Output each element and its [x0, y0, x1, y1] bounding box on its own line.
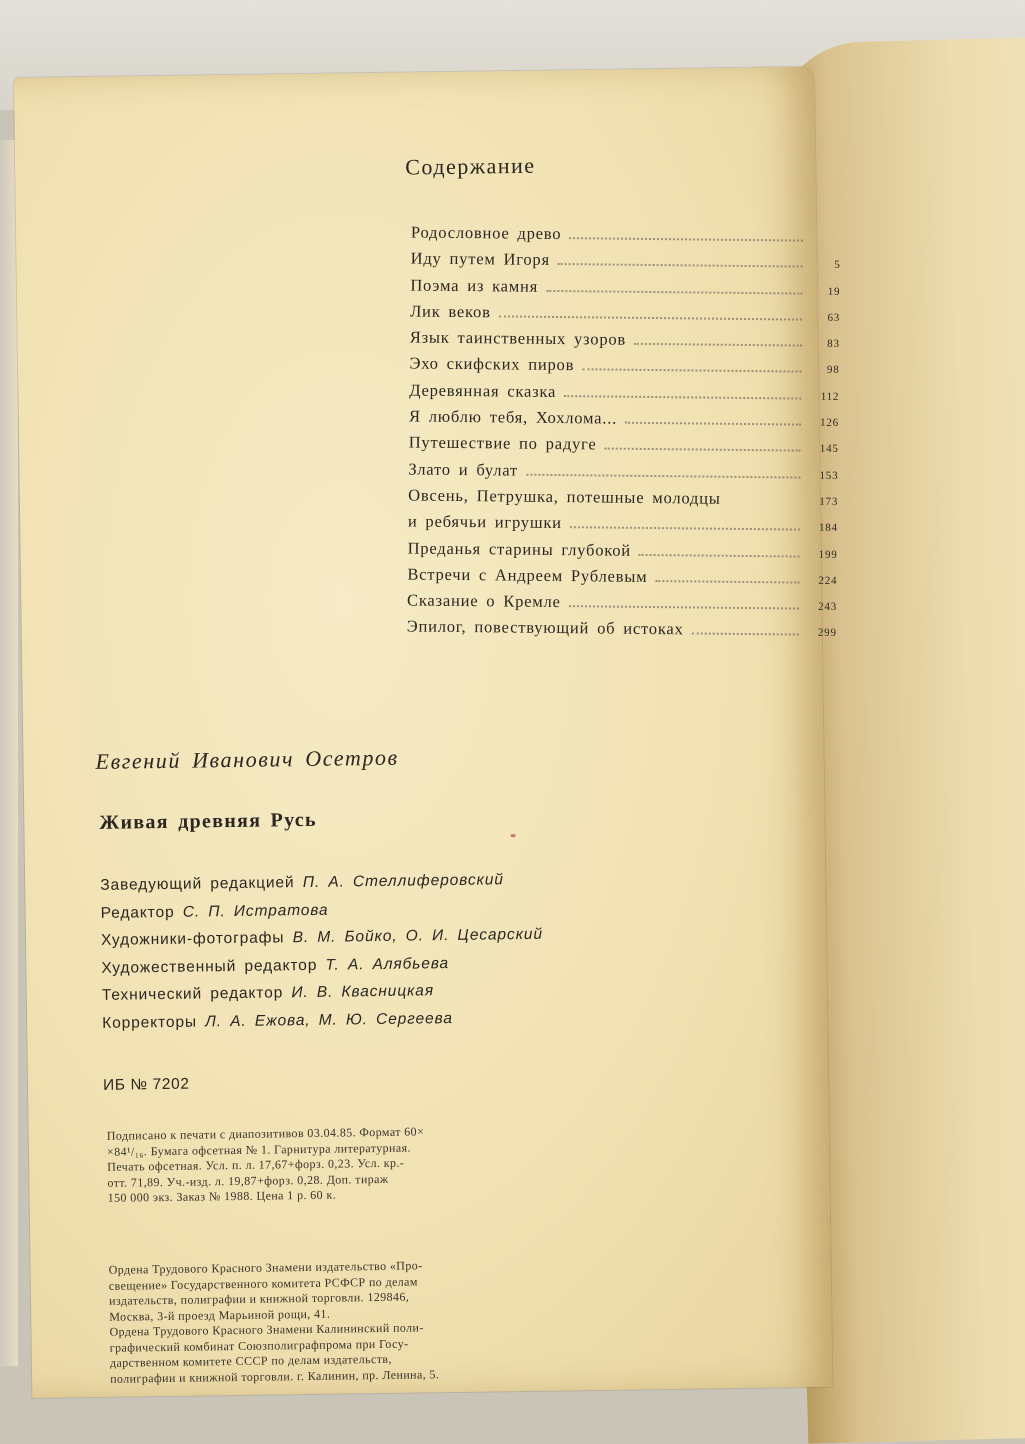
print-info-line: Печать офсетная. Усл. п. л. 17,67+форз. 0,23. Усл. кр.- [107, 1154, 552, 1176]
leader-dots [582, 369, 801, 373]
toc-entry-title: Лик веков [410, 301, 495, 322]
toc-entry-title: Иду путем Игоря [411, 249, 554, 270]
toc-entry-page: 173 [804, 496, 838, 508]
leader-dots [526, 473, 800, 478]
toc-entry-title: Встречи с Андреем Рублевым [407, 564, 651, 587]
print-info-line: ×84¹/₁₆. Бумага офсетная № 1. Гарнитура литературная. [107, 1138, 552, 1160]
toc-entry-page: 63 [806, 312, 840, 324]
credit-role: Заведующий редакцией [100, 874, 294, 894]
toc-entry-page: 126 [805, 417, 839, 429]
ink-speck [511, 834, 516, 837]
publisher-info-line: Ордена Трудового Красного Знамени Калининский поли- [109, 1319, 554, 1341]
credit-name: С. П. Истратова [183, 901, 329, 920]
publisher-info-line: свещение» Государственного комитета РСФСР по делам [109, 1272, 554, 1294]
credit-name: И. В. Квасницкая [291, 982, 434, 1001]
publisher-info-line: издательств, полиграфии и книжной торговли. 129846, [109, 1288, 554, 1310]
leader-dots [564, 395, 801, 399]
leader-dots [605, 448, 801, 452]
toc-entry[interactable] [407, 617, 837, 648]
toc-entry-page: 83 [806, 338, 840, 350]
credit-role: Художественный редактор [101, 956, 317, 976]
credit-name: Т. А. Алябьева [325, 955, 449, 974]
leader-dots [625, 422, 801, 426]
leader-dots [692, 633, 799, 636]
toc-entry-title: и ребячьи игрушки [408, 512, 566, 534]
credit-role: Редактор [101, 903, 175, 921]
toc-entry-title: Злато и булат [408, 459, 522, 480]
credits-list [100, 871, 544, 1042]
table-of-contents [407, 222, 841, 647]
toc-entry-page: 184 [804, 522, 838, 534]
toc-entry-title: Я люблю тебя, Хохлома... [409, 407, 621, 429]
publisher-info [109, 1257, 556, 1387]
leader-dots [558, 263, 803, 268]
print-info-line: отт. 71,89. Уч.-изд. л. 19,87+форз. 0,28. Доп. тираж [107, 1169, 552, 1191]
toc-entry-page: 112 [805, 390, 839, 402]
print-info-line: Подписано к печати с диапозитивов 03.04.85. Формат 60× [107, 1123, 552, 1145]
credit-name: В. М. Бойко, О. И. Цесарский [293, 926, 544, 946]
toc-entry-page: 224 [803, 574, 837, 586]
toc-entry-title: Поэма из камня [410, 275, 542, 296]
toc-entry-page: 19 [806, 285, 840, 297]
author-name: Евгений Иванович Осетров [95, 745, 399, 775]
credit-name: П. А. Стеллиферовский [303, 871, 504, 891]
credit-line [102, 1008, 544, 1042]
toc-entry-page: 199 [804, 548, 838, 560]
leader-dots [499, 315, 802, 320]
toc-heading: Содержание [405, 153, 536, 181]
toc-entry-title: Сказание о Кремле [407, 591, 565, 613]
book-page [14, 67, 832, 1398]
toc-entry-title: Эпилог, повествующий об истоках [407, 617, 688, 640]
print-info-line: 150 000 экз. Заказ № 1988. Цена 1 р. 60 к. [108, 1185, 553, 1207]
leader-dots [655, 580, 799, 584]
leader-dots [639, 553, 800, 557]
publisher-info-line: графический комбинат Союзполиграфпрома при Госу- [110, 1334, 555, 1356]
leader-dots [546, 289, 802, 294]
toc-entry-title: Эхо скифских пиров [409, 354, 578, 376]
toc-entry-title: Родословное древо [411, 222, 566, 244]
toc-entry-page: 5 [807, 259, 841, 271]
publisher-info-line: дарственном комитете СССР по делам издательств, [110, 1350, 555, 1372]
publisher-info-line: Москва, 3-й проезд Марьиной рощи, 41. [109, 1303, 554, 1325]
toc-entry-page: 145 [805, 443, 839, 455]
leader-dots [729, 504, 800, 505]
ib-number: ИБ № 7202 [103, 1076, 190, 1095]
credit-role: Корректоры [102, 1013, 197, 1031]
print-info [107, 1123, 553, 1207]
leader-dots [570, 526, 800, 530]
book-title: Живая древняя Русь [99, 809, 317, 835]
toc-entry-page: 98 [805, 364, 839, 376]
leader-dots [569, 237, 803, 241]
leader-dots [569, 605, 799, 609]
toc-entry-page: 243 [803, 601, 837, 613]
toc-entry-title: Овсень, Петрушка, потешные молодцы [408, 485, 725, 508]
toc-entry-title: Преданья старины глубокой [408, 538, 636, 560]
credit-role: Художники-фотографы [101, 929, 285, 949]
toc-entry-page: 153 [804, 469, 838, 481]
leader-dots [634, 343, 802, 347]
toc-entry-page: 299 [803, 627, 837, 639]
publisher-info-line: Ордена Трудового Красного Знамени издательство «Про- [109, 1257, 554, 1279]
credit-name: Л. А. Ежова, М. Ю. Сергеева [205, 1009, 453, 1029]
book-edge [0, 140, 18, 1366]
toc-entry-title: Деревянная сказка [409, 380, 560, 402]
toc-entry-title: Путешествие по радуге [409, 433, 601, 455]
publisher-info-line: полиграфии и книжной торговли. г. Калинин, пр. Ленина, 5. [110, 1365, 555, 1387]
credit-role: Технический редактор [102, 984, 284, 1004]
toc-entry-title: Язык таинственных узоров [410, 328, 630, 350]
